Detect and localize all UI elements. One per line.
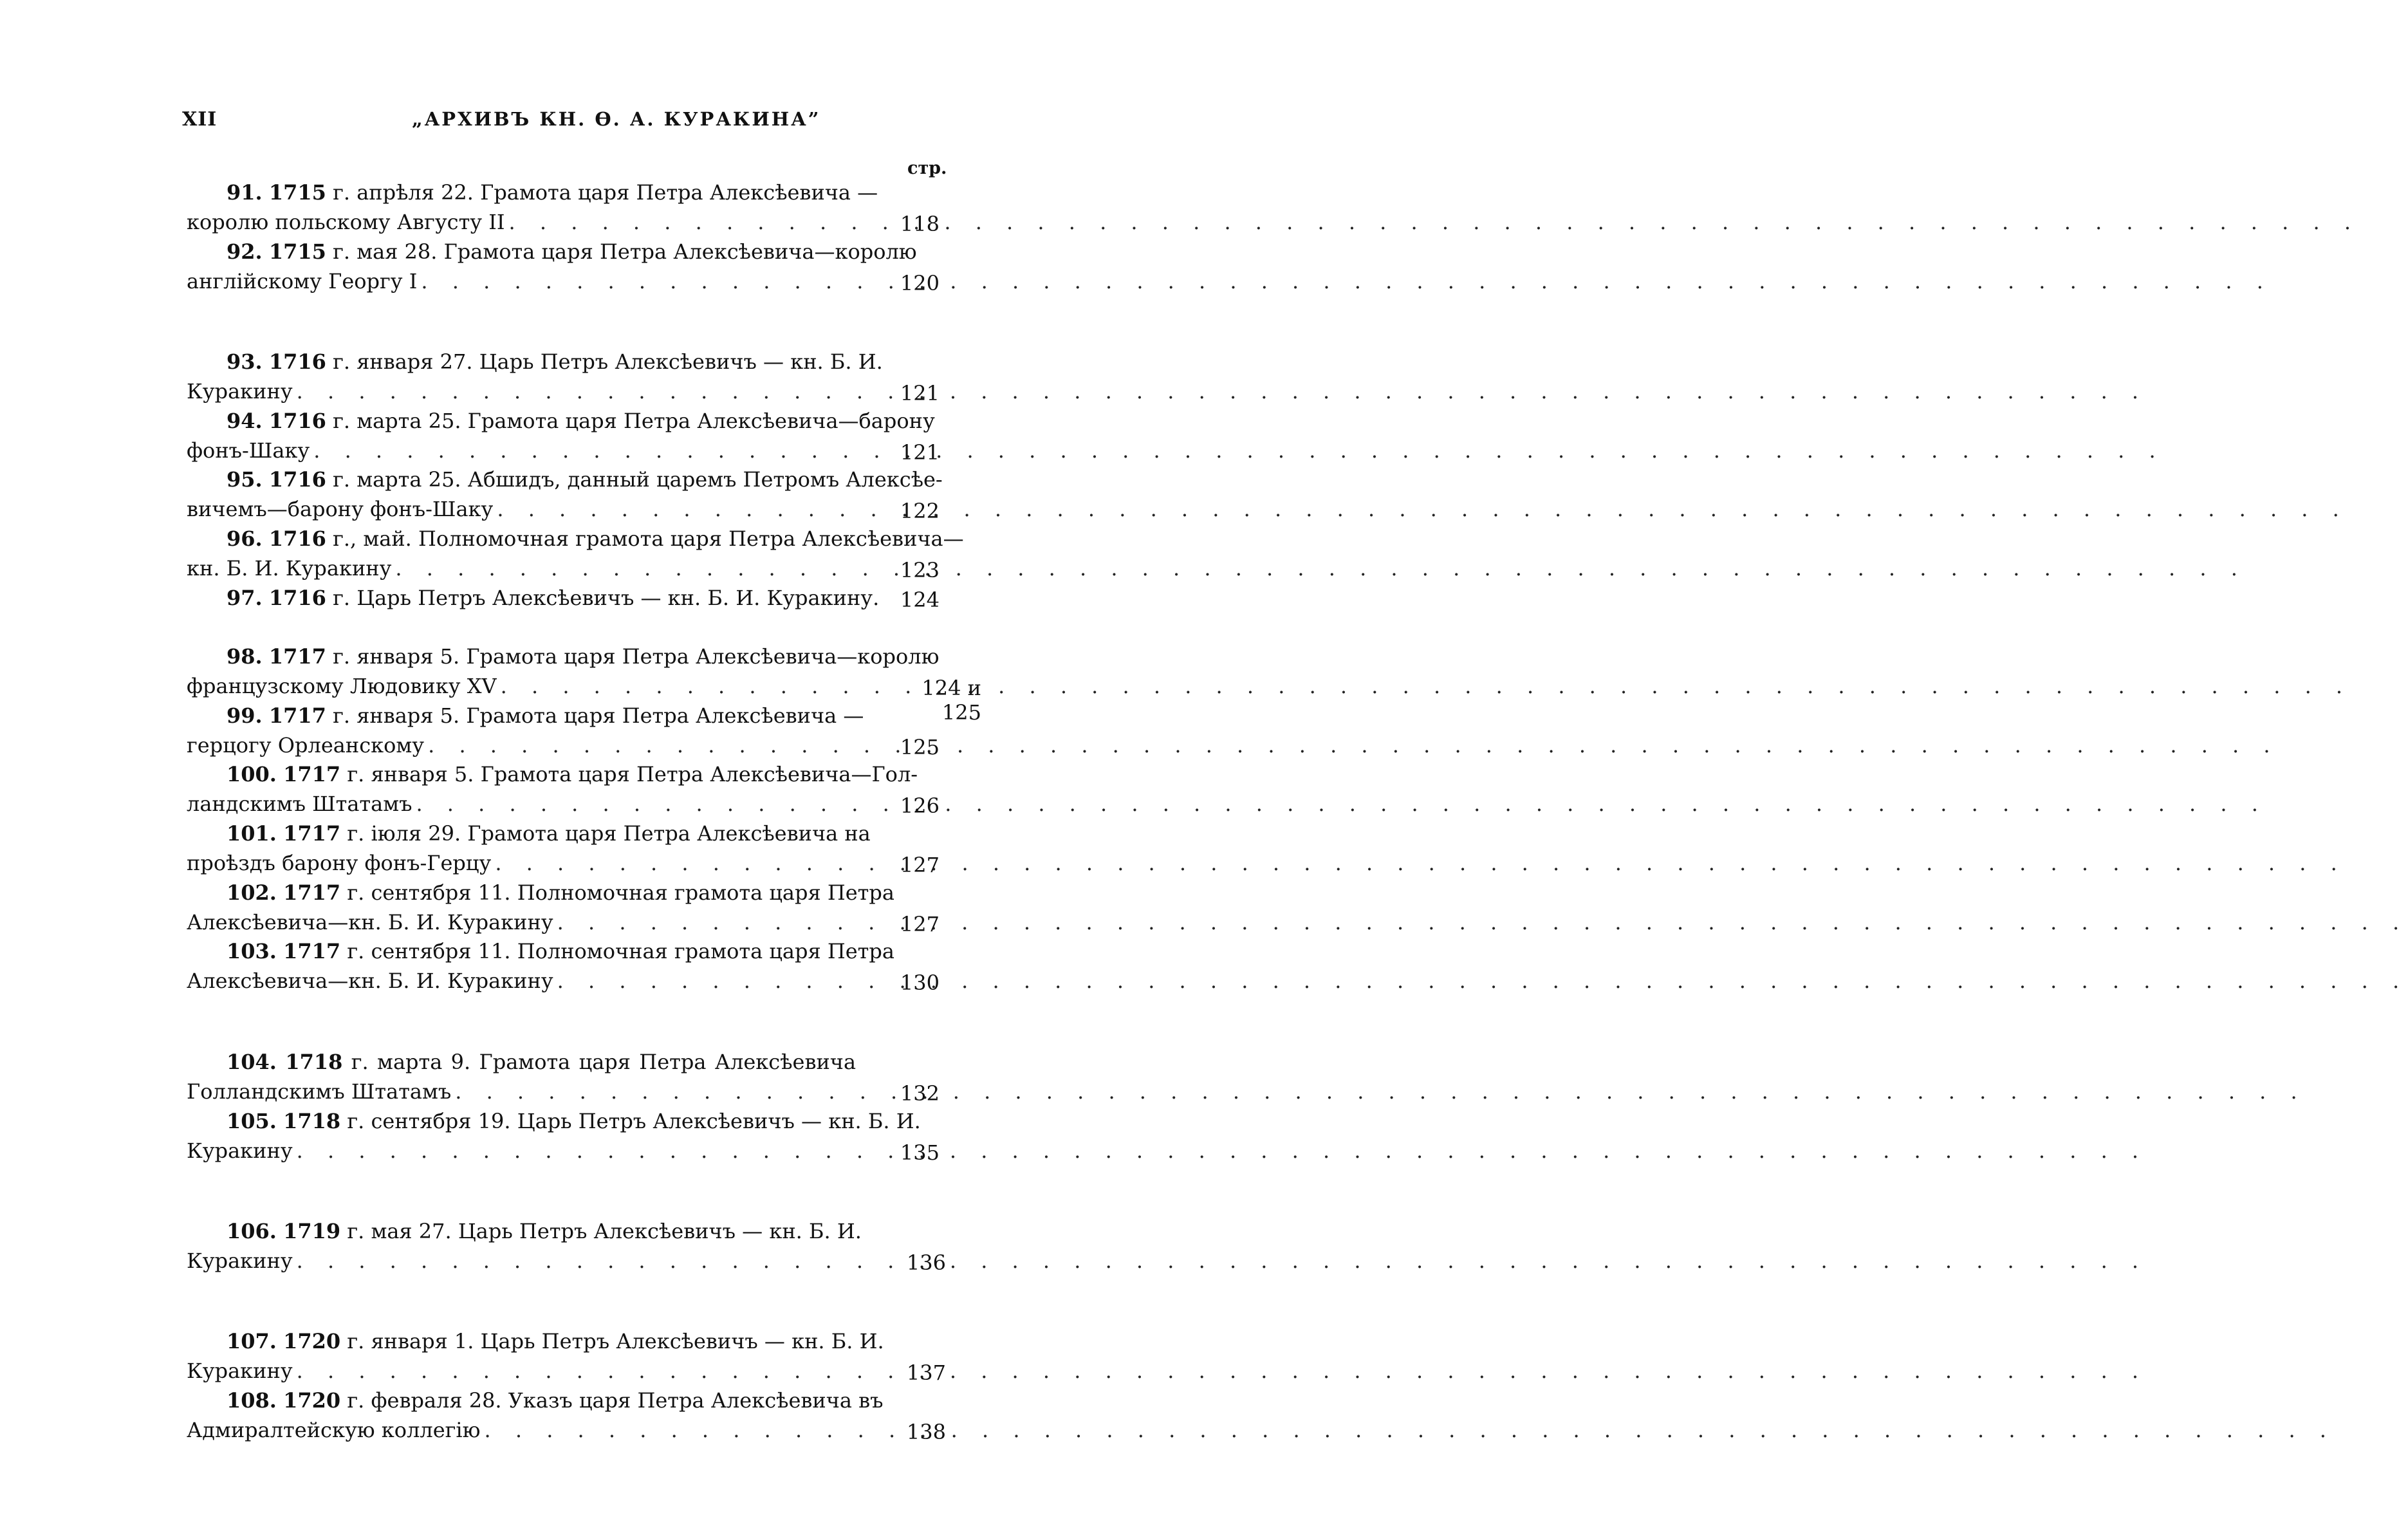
entry-text: г., май. Полномочная грамота царя Петра Алексѣевича—: [333, 526, 964, 551]
entry-year: 1715: [268, 239, 326, 264]
entry-text-cont: ландскимъ Штатамъ: [187, 792, 412, 816]
entry-text: г. марта 25. Грамота царя Петра Алексѣевича—барону: [333, 409, 935, 433]
entry-year: 1718: [283, 1109, 341, 1133]
entry-page: 135: [900, 1140, 940, 1165]
entry-page: 127: [900, 853, 940, 877]
entry-text-cont: французскому Людовику XV: [187, 674, 497, 698]
entry-text: г. апрѣля 22. Грамота царя Петра Алексѣевича —: [333, 180, 878, 205]
dot-leader: [485, 1420, 2335, 1440]
entry-year: 1720: [283, 1329, 341, 1353]
dot-leader: [297, 1361, 2147, 1381]
entry-text: г. января 27. Царь Петръ Алексѣевичъ — кн. Б. И.: [333, 349, 883, 374]
entry-text-cont: вичемъ—барону фонъ-Шаку: [187, 497, 494, 521]
entry-number: 98.: [227, 644, 263, 669]
entry-text: г. января 5. Грамота царя Петра Алексѣевича —: [333, 703, 864, 728]
entry-year: 1716: [268, 467, 326, 492]
entry-text: г. марта 9. Грамота царя Петра Алексѣевича: [351, 1050, 857, 1074]
entry-text-cont: Алексѣевича—кн. Б. И. Куракину: [187, 910, 553, 934]
entry-text: г. Царь Петръ Алексѣевичъ — кн. Б. И. Куракину.: [333, 586, 880, 610]
entry-text-cont: англійскому Георгу I: [187, 269, 418, 293]
entry-number: 96.: [227, 526, 263, 551]
page-number: XII: [182, 108, 218, 131]
entry-text-cont: королю польскому Августу II: [187, 210, 505, 234]
entry-number: 106.: [227, 1219, 277, 1243]
entry-text: г. марта 25. Абшидъ, данный царемъ Петромъ Алексѣе-: [333, 467, 943, 492]
entry-number: 92.: [227, 239, 263, 264]
dot-leader: [416, 794, 2266, 814]
entry-year: 1718: [285, 1050, 343, 1074]
entry-year: 1717: [283, 880, 341, 905]
entry-text-cont: Куракину: [187, 379, 293, 404]
page-column-label: стр.: [907, 158, 947, 178]
dot-leader: [509, 212, 2360, 232]
entry-number: 95.: [227, 467, 263, 492]
dot-leader: [297, 381, 2147, 402]
entry-page: 123: [900, 558, 940, 582]
entry-page: 138: [906, 1420, 946, 1444]
dot-leader: [297, 1250, 2147, 1271]
entry-number: 105.: [227, 1109, 277, 1133]
entry-year: 1716: [268, 409, 326, 433]
entry-year: 1716: [268, 526, 326, 551]
entry-text: г. іюля 29. Грамота царя Петра Алексѣевича на: [347, 821, 871, 846]
entry-year: 1716: [268, 586, 326, 610]
entry-page: 124: [900, 588, 940, 612]
entry-text: г. сентября 11. Полномочная грамота царя Петра: [347, 939, 894, 963]
entry-text: г. мая 28. Грамота царя Петра Алексѣевича—королю: [333, 239, 917, 264]
dot-leader: [455, 1081, 2306, 1102]
running-title: „АРХИВЪ КН. Ѳ. А. КУРАКИНА”: [412, 108, 821, 130]
dot-leader: [557, 912, 2408, 933]
entry-number: 100.: [227, 762, 277, 786]
entry-page: 136: [906, 1250, 946, 1275]
entry-page: 120: [900, 271, 940, 295]
entry-number: 94.: [227, 409, 263, 433]
entry-text-cont: Куракину: [187, 1249, 293, 1273]
dot-leader: [297, 1140, 2147, 1161]
entry-year: 1717: [283, 821, 341, 846]
entry-number: 91.: [227, 180, 263, 205]
entry-number: 101.: [227, 821, 277, 846]
entry-number: 97.: [227, 586, 263, 610]
entry-number: 102.: [227, 880, 277, 905]
entry-page: 122: [900, 499, 940, 523]
entry-text: г. сентября 19. Царь Петръ Алексѣевичъ — кн. Б. И.: [347, 1109, 921, 1133]
entry-text-cont: Куракину: [187, 1359, 293, 1383]
entry-text-cont: Адмиралтейскую коллегію: [187, 1418, 481, 1442]
entry-text-cont: проѣздъ барону фонъ-Герцу: [187, 851, 492, 875]
entry-text: г. января 1. Царь Петръ Алексѣевичъ — кн. Б. И.: [347, 1329, 884, 1353]
entry-text-cont: кн. Б. И. Куракину: [187, 556, 392, 581]
dot-leader: [557, 971, 2408, 991]
entry-year: 1716: [268, 349, 326, 374]
entry-page: 132: [900, 1081, 940, 1106]
dot-leader: [497, 499, 2348, 519]
entry-year: 1717: [283, 939, 341, 963]
entry-year: 1719: [283, 1219, 341, 1243]
entry-page: 124 и 125: [922, 676, 981, 725]
dot-leader: [501, 676, 2351, 696]
entry-text-cont: фонъ-Шаку: [187, 438, 310, 463]
entry-text: г. января 5. Грамота царя Петра Алексѣевича—королю: [333, 644, 940, 669]
entry-text: г. января 5. Грамота царя Петра Алексѣевича—Гол-: [347, 762, 918, 786]
entry-number: 99.: [227, 703, 263, 728]
entry-text: г. сентября 11. Полномочная грамота царя Петра: [347, 880, 894, 905]
entry-text-cont: Алексѣевича—кн. Б. И. Куракину: [187, 969, 553, 993]
dot-leader: [495, 853, 2346, 873]
dot-leader: [421, 271, 2272, 292]
entry-number: 103.: [227, 939, 277, 963]
entry-page: 126: [900, 794, 940, 818]
entry-text-cont: Голландскимъ Штатамъ: [187, 1079, 452, 1104]
entry-page: 127: [900, 912, 940, 936]
dot-leader: [395, 558, 2246, 579]
entry-year: 1720: [283, 1388, 341, 1413]
entry-page: 121: [900, 440, 940, 465]
entry-page: 121: [900, 381, 940, 405]
entry-text: г. февраля 28. Указъ царя Петра Алексѣевича въ: [347, 1388, 884, 1413]
entry-number: 93.: [227, 349, 263, 374]
entry-year: 1715: [268, 180, 326, 205]
entry-number: 107.: [227, 1329, 277, 1353]
entry-number: 108.: [227, 1388, 277, 1413]
entry-text-cont: Куракину: [187, 1138, 293, 1163]
entry-text-cont: герцогу Орлеанскому: [187, 733, 425, 757]
entry-text: г. мая 27. Царь Петръ Алексѣевичъ — кн. Б. И.: [347, 1219, 862, 1243]
entry-year: 1717: [268, 703, 326, 728]
entry-page: 137: [906, 1361, 946, 1385]
entry-year: 1717: [268, 644, 326, 669]
dot-leader: [313, 440, 2164, 461]
entry-year: 1717: [283, 762, 341, 786]
dot-leader: [428, 735, 2279, 756]
entry-page: 125: [900, 735, 940, 759]
entry-number: 104.: [227, 1050, 277, 1074]
entry-page: 130: [900, 971, 940, 995]
entry-page: 118: [900, 212, 940, 236]
